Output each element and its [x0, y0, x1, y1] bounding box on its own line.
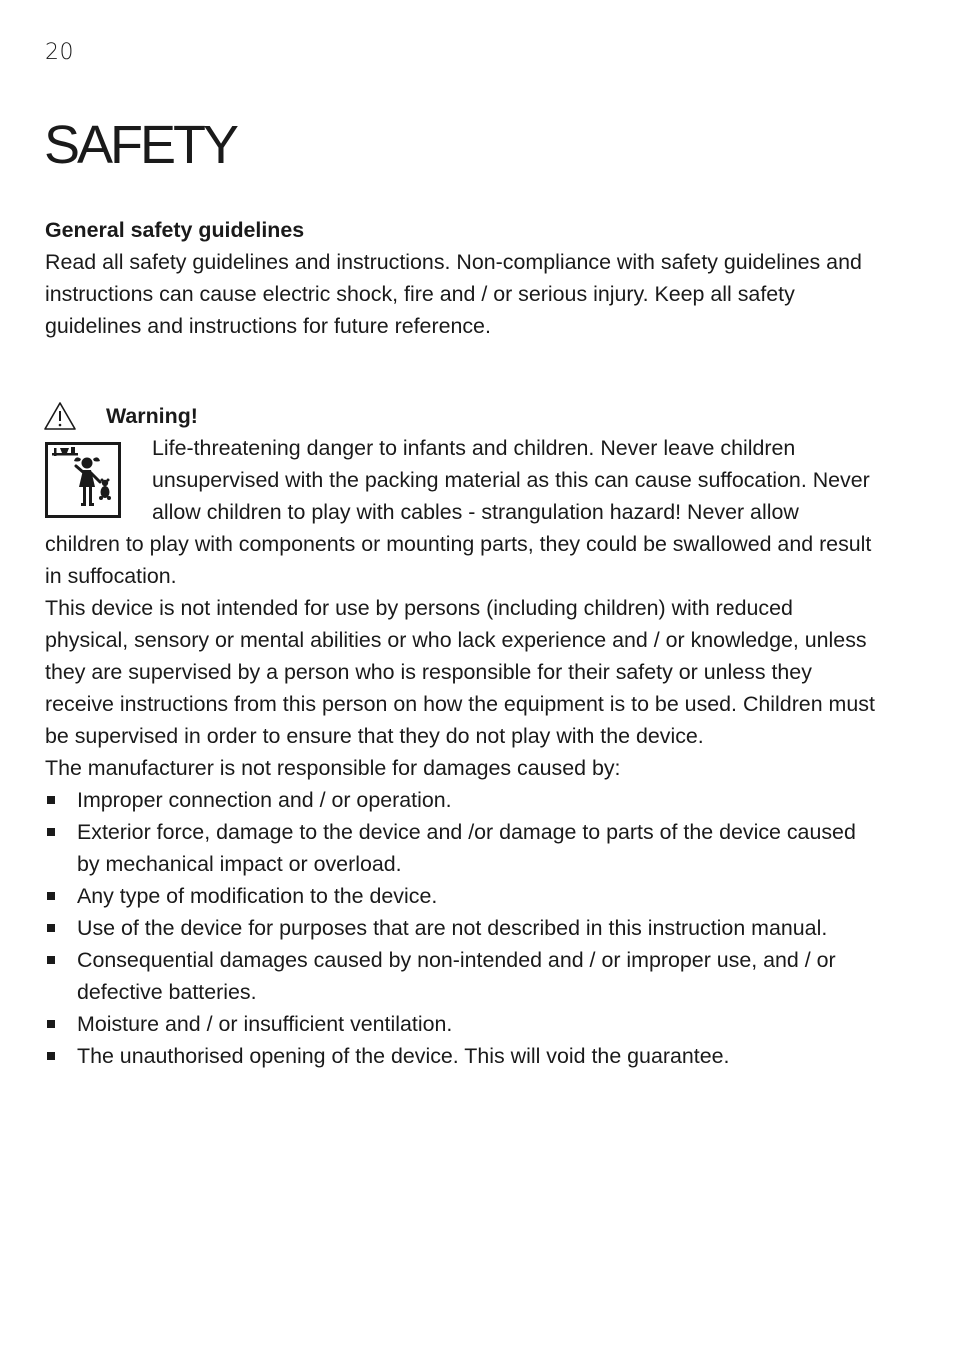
child-suffocation-hazard-icon — [45, 442, 121, 518]
section-heading: General safety guidelines — [45, 218, 305, 242]
list-item: The unauthorised opening of the device. This will void the guarantee. — [45, 1040, 875, 1072]
list-item: Use of the device for purposes that are not described in this instruction manual. — [45, 912, 875, 944]
list-item: Exterior force, damage to the device and /or damage to parts of the device caused by mechanical impact or overload. — [45, 816, 875, 880]
page-title: SAFETY — [44, 115, 237, 175]
list-item: Improper connection and / or operation. — [45, 784, 875, 816]
warning-label: Warning! — [106, 404, 198, 428]
page-number: 20 — [45, 40, 74, 65]
warning-text-persons: This device is not intended for use by persons (including children) with reduced physical, sensory or mental abilities or who lack experience and / or knowledge, unless they are supervised by a person who is responsible for their safety or unless they receive instructions from this person on how the equipment is to be used. Children must be supervised in order to ensure that they do not play with the device. — [45, 596, 875, 748]
list-item: Moisture and / or insufficient ventilation. — [45, 1008, 875, 1040]
list-item: Any type of modification to the device. — [45, 880, 875, 912]
warning-body — [45, 432, 875, 1072]
warning-header — [45, 400, 875, 432]
list-item: Consequential damages caused by non-intended and / or improper use, and / or defective batteries. — [45, 944, 875, 1008]
safety-content — [45, 214, 875, 1072]
warning-triangle-icon — [43, 401, 77, 431]
warning-text-children: Life-threatening danger to infants and children. Never leave children unsupervised with the packing material as this can cause suffocation. Never allow children to play with cables - strangulation hazard! Never allow children to play with components or mounting parts, they could be swallowed and result in suffocation. — [45, 436, 872, 588]
liability-intro-text: The manufacturer is not responsible for damages caused by: — [45, 756, 621, 780]
general-guidelines-text: Read all safety guidelines and instructions. Non-compliance with safety guidelines and instructions can cause electric shock, fire and / or serious injury. Keep all safety guidelines and instructions for future reference. — [45, 250, 862, 338]
liability-list — [45, 784, 875, 1072]
